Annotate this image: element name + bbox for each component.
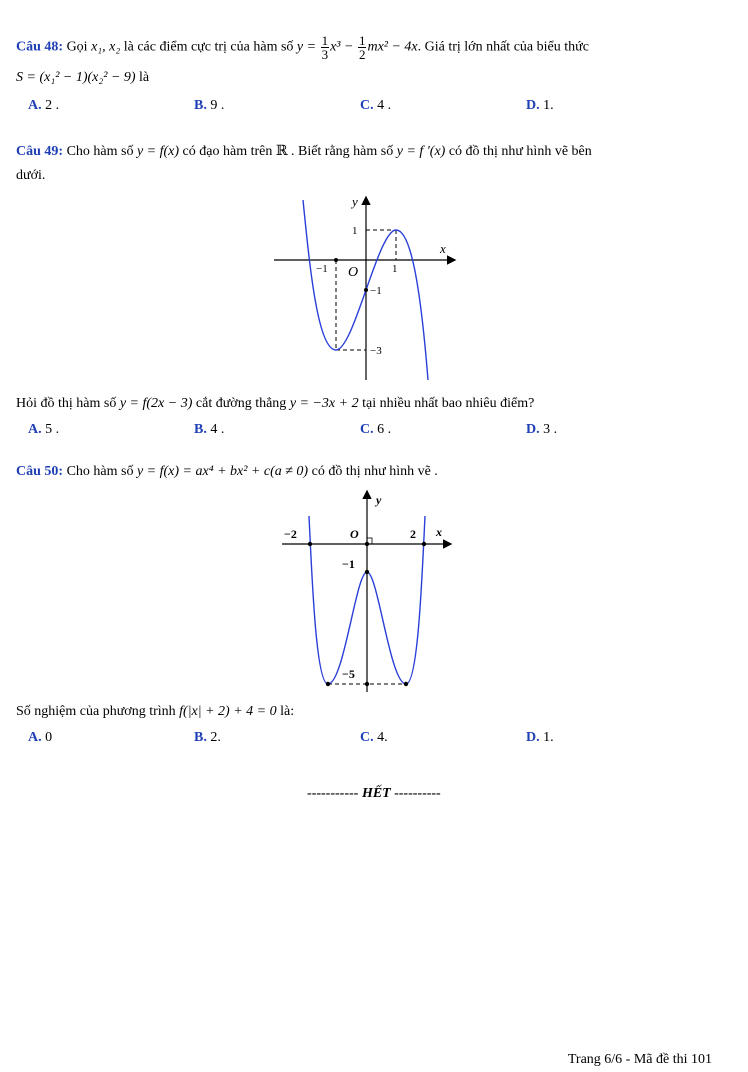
fraction: $\frac{1}{3}$ (321, 33, 329, 62)
answer-d[interactable]: D. 1. (526, 98, 554, 113)
tick-y-1: 1 (352, 225, 358, 237)
answers-49 (28, 422, 728, 442)
answer-b[interactable]: B. 2. (194, 730, 221, 745)
answer-c[interactable]: C. 4. (360, 730, 388, 745)
question-label: Câu 49: (16, 144, 64, 159)
tick-y-neg5: −5 (342, 667, 355, 681)
x-label: x (440, 241, 446, 256)
question-label: Câu 50: (16, 464, 64, 479)
tick-y-neg1: −1 (370, 285, 382, 297)
answers-48 (28, 98, 728, 118)
question-49-cont: dưới. (16, 168, 46, 183)
answer-a[interactable]: A. 0 (28, 730, 53, 745)
quartic-graph (278, 488, 456, 694)
question-50: Câu 50: Cho hàm số y = f(x) = ax⁴ + bx² + c(a ≠ 0) có đồ thị như hình vẽ . (16, 464, 438, 479)
end-marker: ----------- HẾT ---------- (307, 786, 441, 801)
origin-label: O (350, 527, 359, 541)
tick-x-neg2: −2 (284, 527, 297, 541)
answer-c[interactable]: C. 4 . (360, 98, 392, 113)
answer-d[interactable]: D. 3 . (526, 422, 558, 437)
x-label: x (436, 525, 442, 539)
answer-a[interactable]: A. 5 . (28, 422, 60, 437)
origin-label: O (348, 265, 359, 280)
question-label: Câu 48: (16, 39, 64, 55)
page-footer: Trang 6/6 - Mã đề thi 101 (567, 1052, 712, 1067)
tick-x-2: 2 (410, 527, 416, 541)
answer-a[interactable]: A. 2 . (28, 98, 60, 113)
tick-x-1: 1 (392, 263, 398, 275)
tick-y-neg1: −1 (342, 557, 355, 571)
question-49: Câu 49: Cho hàm số y = f(x) có đạo hàm trên ℝ . Biết rằng hàm số y = f '(x) có đồ thị như hình vẽ bên (16, 144, 592, 159)
point-0-neg1 (364, 288, 368, 292)
answers-50 (28, 730, 728, 750)
answer-b[interactable]: B. 9 . (194, 98, 225, 113)
fraction: $\frac{1}{2}$ (358, 33, 366, 62)
y-label: y (352, 194, 358, 209)
question-50-ask: Số nghiệm của phương trình f(|x| + 2) + 4 = 0 là: (16, 704, 295, 719)
tick-x-neg1: −1 (316, 263, 328, 275)
question-48: Câu 48: Gọi x₁, x₂ là các điểm cực trị của hàm số y = $\frac{1}{3}$ x³ − $\frac{1}{2}$ mx² − 4x. Giá trị lớn nhất của biểu thức (16, 33, 589, 62)
answer-b[interactable]: B. 4 . (194, 422, 225, 437)
answer-c[interactable]: C. 6 . (360, 422, 392, 437)
question-49-ask: Hỏi đồ thị hàm số y = f(2x − 3) cắt đường thẳng y = −3x + 2 tại nhiều nhất bao nhiêu điểm? (16, 396, 535, 411)
derivative-graph (270, 190, 460, 385)
tick-y-neg3: −3 (370, 345, 382, 357)
question-48-expression: S = (x₁² − 1)(x₂² − 9) là (16, 70, 150, 85)
y-label: y (376, 493, 382, 507)
answer-d[interactable]: D. 1. (526, 730, 554, 745)
